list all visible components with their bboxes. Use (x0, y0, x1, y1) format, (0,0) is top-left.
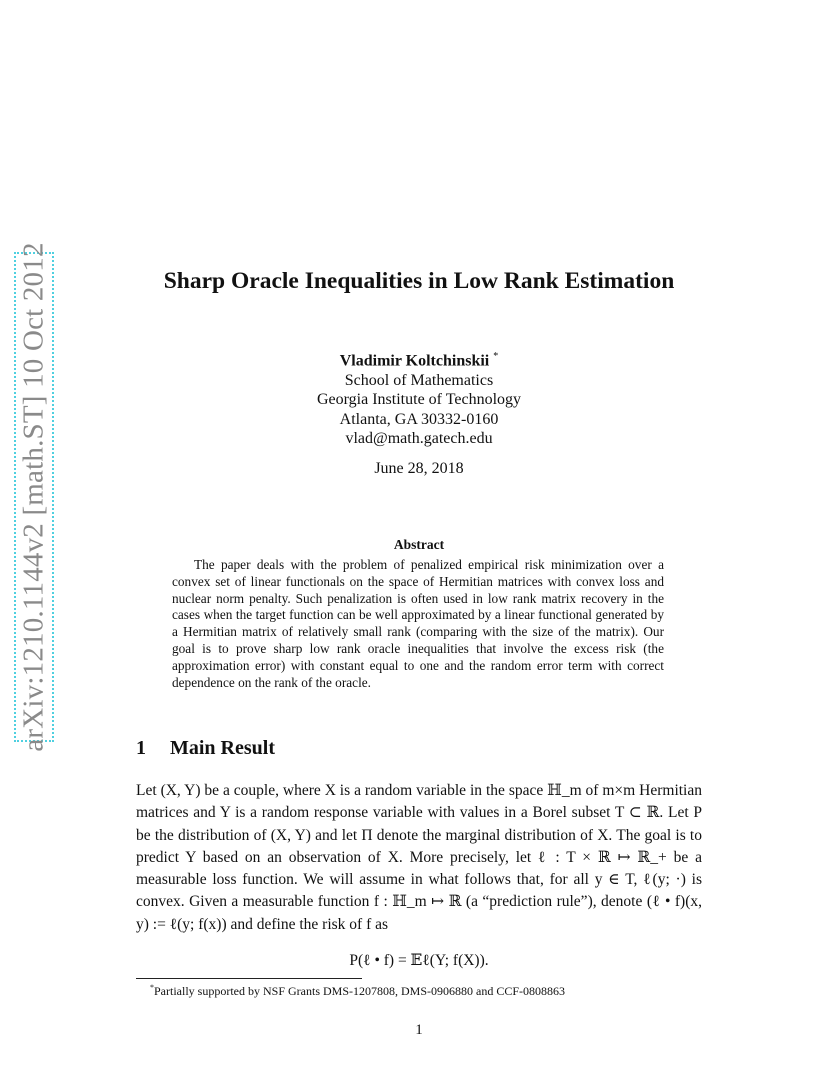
footnote-rule (136, 978, 362, 979)
body-paragraph: Let (X, Y) be a couple, where X is a random variable in the space ℍ_m of m×m Hermitian matrices and Y is a random response variable with values in a Borel subset T ⊂ ℝ. Let P be the distribution of (X, Y) and let Π denote the marginal distribution of X. The goal is to predict Y based on an observation of X. More precisely, let ℓ : T × ℝ ↦ ℝ_+ be a measurable loss function. We will assume in what follows that, for all y ∈ T, ℓ(y; ·) is convex. Given a measurable function f : ℍ_m ↦ ℝ (a “prediction rule”), denote (ℓ • f)(x, y) := ℓ(y; f(x)) and define the risk of f as (136, 782, 702, 933)
author-affiliation: School of Mathematics (344, 371, 494, 389)
footnote-text: Partially supported by NSF Grants DMS-1207808, DMS-0906880 and CCF-0808863 (154, 984, 566, 998)
author-block (200, 347, 638, 449)
author-institution: Georgia Institute of Technology (316, 391, 522, 409)
section-heading (136, 737, 275, 760)
author-address: Atlanta, GA 30332-0160 (339, 410, 499, 428)
author-email: vlad@math.gatech.edu (345, 430, 493, 448)
paper-title: Sharp Oracle Inequalities in Low Rank Estimation (163, 268, 675, 294)
footnote (150, 983, 565, 999)
abstract-text: The paper deals with the problem of penalized empirical risk minimization over a convex set of linear functionals on the space of Hermitian matrices with convex loss and nuclear norm penalty. Such penalization is often used in low rank matrix recovery in the cases when the target function can be well approximated by a linear functional generated by a Hermitian matrix of relatively small rank (comparing with the size of the matrix). Our goal is to prove sharp low rank oracle inequalities that involve the excess risk (the approximation error) with constant equal to one and the random error term with correct dependence on the rank of the oracle. (172, 557, 664, 690)
abstract-heading: Abstract (393, 537, 445, 552)
author-name: Vladimir Koltchinskii (339, 352, 490, 370)
footnote-mark: * (150, 983, 154, 992)
page-number: 1 (415, 1022, 423, 1038)
paper-date: June 28, 2018 (374, 460, 464, 477)
arxiv-stamp (14, 242, 54, 752)
section-number: 1 (136, 737, 146, 759)
section-title: Main Result (170, 737, 275, 759)
author-footnote-mark: * (493, 351, 499, 362)
risk-equation: P(ℓ • f) = 𝔼ℓ(Y; f(X)). (349, 952, 489, 969)
author-line (200, 347, 638, 371)
arxiv-identifier: arXiv:1210.1144v2 [math.ST] 10 Oct 2012 (17, 242, 50, 752)
